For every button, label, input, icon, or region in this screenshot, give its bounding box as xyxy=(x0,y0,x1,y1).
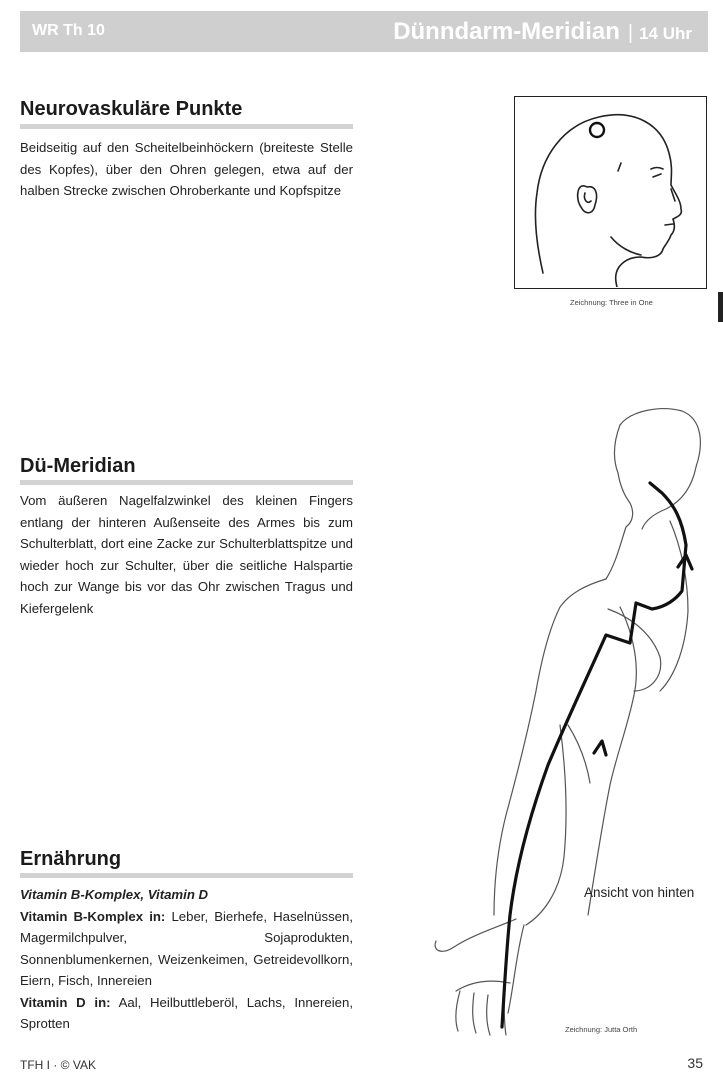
vitamin-d-paragraph xyxy=(20,992,353,1035)
edge-mark xyxy=(718,292,723,322)
ear xyxy=(578,186,597,213)
page-header xyxy=(20,11,708,52)
page-title: Dünndarm-Meridian xyxy=(393,18,620,45)
meridian-title: Dü-Meridian xyxy=(20,455,136,477)
nutrition-block xyxy=(20,884,353,1035)
page-number: 35 xyxy=(687,1055,703,1071)
arm-meridian-drawing xyxy=(420,395,723,1045)
header-separator: | xyxy=(627,22,634,44)
meridian-arrow-1 xyxy=(594,741,606,755)
hand-back xyxy=(508,925,524,1013)
hand-palm xyxy=(435,919,516,951)
mouth xyxy=(665,224,673,225)
ear-inner xyxy=(584,193,591,202)
neurovascular-title: Neurovaskuläre Punkte xyxy=(20,98,243,120)
jaw xyxy=(611,237,641,255)
header-time: 14 Uhr xyxy=(639,24,692,43)
eye xyxy=(653,174,661,177)
upper-arm-back xyxy=(588,607,636,915)
hand-outline xyxy=(456,981,510,991)
vitamins-line xyxy=(20,884,353,906)
forearm-outline xyxy=(526,725,566,925)
header-title-group xyxy=(393,18,692,46)
head-profile-drawing xyxy=(515,97,705,287)
vitamin-b-paragraph xyxy=(20,906,353,992)
meridian-paragraph: Vom äußeren Nagelfalzwinkel des kleinen Fingers entlang der hinteren Außenseite des Armes bis zum Schulterblatt, dort eine Zacke zur Schulterblattspitze und wieder hoch zur Schulter, über die seitliche Halspartie hoch zur Wange bis vor das Ohr zwischen Tragus und Kiefergelenk xyxy=(20,493,353,616)
vitamin-d-sources: Aal, Heilbuttleberöl, Lachs, Innereien, Sprotten xyxy=(20,994,354,1031)
neurovascular-point-marker xyxy=(590,123,604,137)
face-outline xyxy=(614,425,632,527)
nutrition-title: Ernährung xyxy=(20,848,122,870)
shoulder-outline xyxy=(494,579,606,915)
vitamin-b-sources: Leber, Bierhefe, Haselnüssen, Magermilchpulver, Sojaprodukten, Sonnenblumenkernen, Weizenkeimen, Getreidevollkorn, Eiern, Fisch, Innereien xyxy=(20,908,353,988)
section-rule xyxy=(20,480,353,485)
cheek-line xyxy=(618,163,621,171)
meridian-text xyxy=(20,490,353,619)
vitamins-list: Vitamin B-Komplex, Vitamin D xyxy=(20,887,209,902)
finger-3 xyxy=(487,995,490,1035)
neurovascular-paragraph: Beidseitig auf den Scheitelbeinhöckern (breiteste Stelle des Kopfes), über den Ohren gelegen, etwa auf der halben Strecke zwischen Ohroberkante und Kopfspitze xyxy=(20,140,353,198)
finger-1 xyxy=(456,991,460,1031)
head-illustration xyxy=(514,96,707,289)
head-credit: Zeichnung: Three in One xyxy=(570,298,653,307)
elbow-line xyxy=(568,725,590,783)
neurovascular-text xyxy=(20,137,353,202)
footer-copyright: TFH I · © VAK xyxy=(20,1058,96,1072)
section-rule xyxy=(20,873,353,878)
view-caption: Ansicht von hinten xyxy=(584,885,695,900)
neck-outline xyxy=(606,527,626,579)
meridian-line xyxy=(502,483,686,1027)
vitamin-d-label: Vitamin D in: xyxy=(20,994,111,1010)
section-rule xyxy=(20,124,353,129)
brow xyxy=(651,168,663,170)
arm-credit: Zeichnung: Jutta Orth xyxy=(565,1025,638,1034)
chapter-code: WR Th 10 xyxy=(32,22,105,39)
head-outline xyxy=(535,115,681,287)
finger-2 xyxy=(473,993,476,1033)
vitamin-b-label: Vitamin B-Komplex in: xyxy=(20,908,166,924)
